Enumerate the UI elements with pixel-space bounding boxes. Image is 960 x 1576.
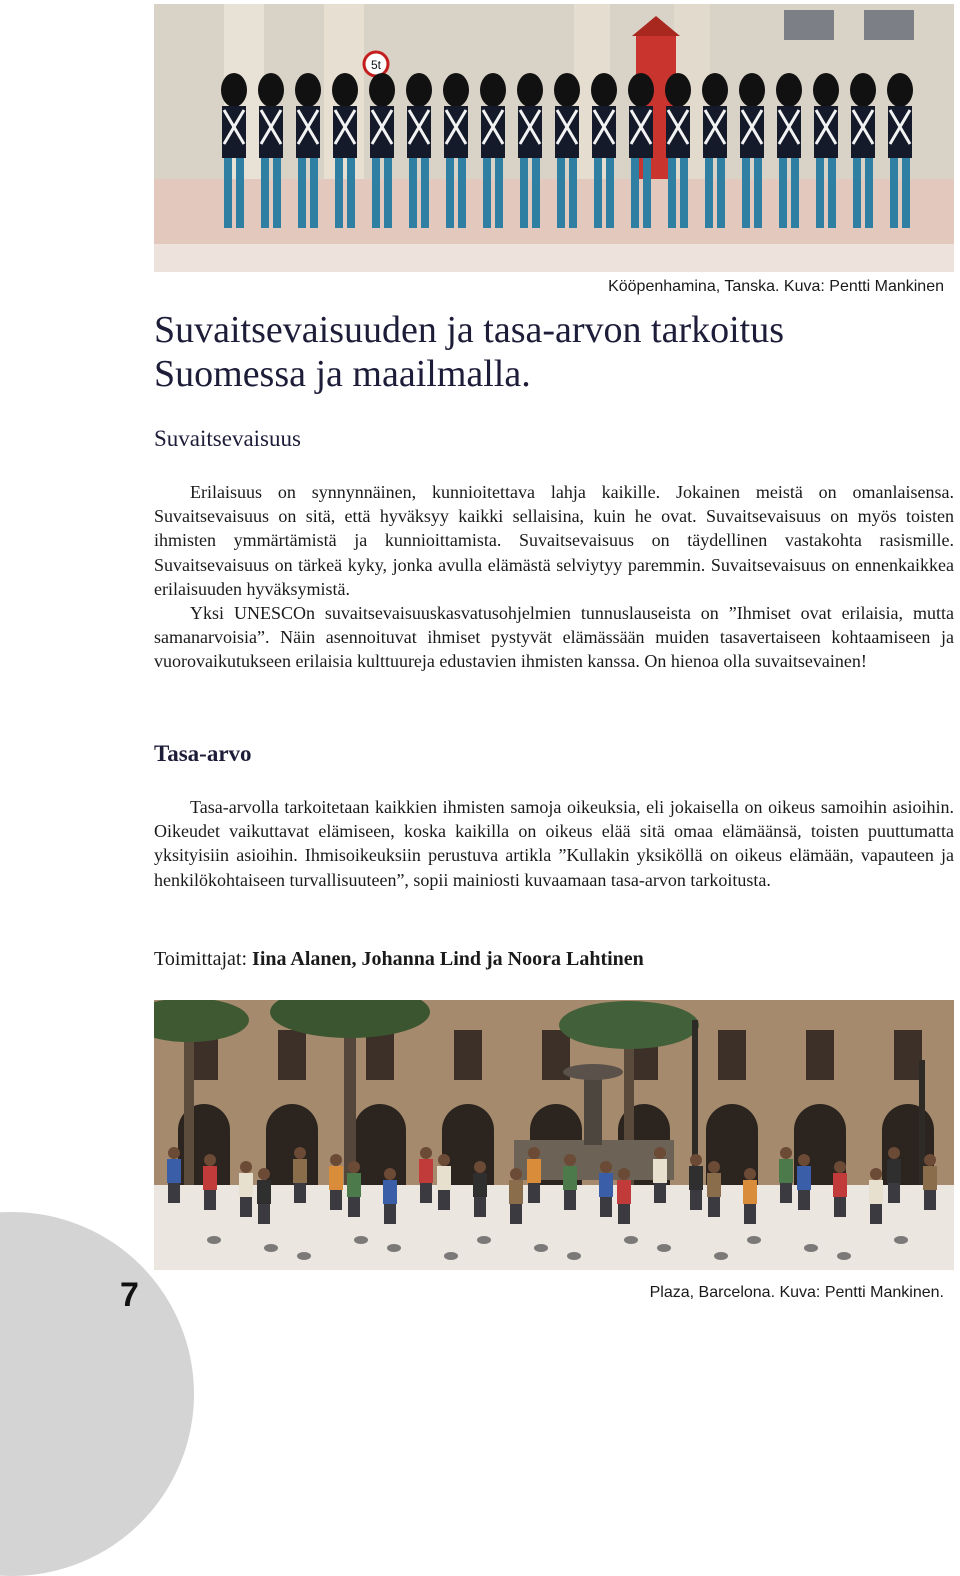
arch — [354, 1104, 406, 1185]
person-figure — [473, 1161, 487, 1217]
person-figure — [617, 1168, 631, 1224]
person-figure — [797, 1154, 811, 1210]
window — [806, 1030, 834, 1080]
paragraph: Tasa-arvolla tarkoitetaan kaikkien ihmisten samoja oikeuksia, eli jokaisella on oikeus samoihin asioihin. Oikeudet vaikuttavat elämiseen, koska kaikilla on oikeus elää sitä omaa elämäänsä, toisten puuttumatta yksityisiin asioihin. Ihmisoikeuksiin perustuva artikla ”Kullakin yksiköllä on oikeus elämään, vapauteen ja henkilökohtaiseen turvallisuuteen”, sopii mainiosti kuvaamaan tasa-arvon tarkoitusta. — [154, 797, 954, 890]
guards-illustration — [154, 4, 954, 272]
heading-suvaitsevaisuus: Suvaitsevaisuus — [154, 426, 301, 451]
plaza-illustration — [154, 1000, 954, 1270]
editors-names: Iina Alanen, Johanna Lind ja Noora Lahtinen — [252, 948, 644, 970]
pigeon — [714, 1252, 728, 1260]
person-figure — [347, 1161, 361, 1217]
person-figure — [203, 1154, 217, 1210]
page-title — [154, 308, 954, 396]
pigeon — [747, 1236, 761, 1244]
person-figure — [779, 1147, 793, 1203]
pigeon — [207, 1236, 221, 1244]
person-figure — [887, 1147, 901, 1203]
person-figure — [167, 1147, 181, 1203]
paragraph: Yksi UNESCOn suvaitsevaisuuskasvatusohjelmien tunnuslauseista on ”Ihmiset ovat erilaisia, mutta samanarvoisia”. Näin asennoituvat ihmiset pystyvät elämässään muiden tasavertaiseen kohtaamiseen ja vuorovaikutukseen erilaisia kulttuureja edustavien ihmisten kanssa. On hienoa olla suvaitsevainen! — [154, 603, 954, 672]
pigeon — [804, 1244, 818, 1252]
person-figure — [599, 1161, 613, 1217]
window — [278, 1030, 306, 1080]
window — [894, 1030, 922, 1080]
person-figure — [743, 1168, 757, 1224]
pigeon — [444, 1252, 458, 1260]
person-figure — [689, 1154, 703, 1210]
pigeon — [657, 1244, 671, 1252]
person-figure — [329, 1154, 343, 1210]
arch — [266, 1104, 318, 1185]
person-figure — [239, 1161, 253, 1217]
window — [718, 1030, 746, 1080]
editors-line — [154, 948, 644, 971]
window — [454, 1030, 482, 1080]
pigeon — [297, 1252, 311, 1260]
window — [366, 1030, 394, 1080]
pigeon — [894, 1236, 908, 1244]
person-figure — [383, 1168, 397, 1224]
pigeon — [354, 1236, 368, 1244]
person-figure — [869, 1168, 883, 1224]
person-figure — [437, 1154, 451, 1210]
pigeon — [567, 1252, 581, 1260]
title-line-1: Suvaitsevaisuuden ja tasa-arvon tarkoitus — [154, 309, 785, 351]
person-figure — [527, 1147, 541, 1203]
pigeon — [264, 1244, 278, 1252]
person-figure — [509, 1168, 523, 1224]
person-figure — [563, 1154, 577, 1210]
person-figure — [257, 1168, 271, 1224]
pigeon — [624, 1236, 638, 1244]
page-number: 7 — [120, 1276, 139, 1314]
pigeon — [477, 1236, 491, 1244]
person-figure — [419, 1147, 433, 1203]
pigeon — [837, 1252, 851, 1260]
pigeon — [387, 1244, 401, 1252]
person-figure — [653, 1147, 667, 1203]
person-figure — [707, 1161, 721, 1217]
paragraph: Erilaisuus on synnynnäinen, kunnioitettava lahja kaikille. Jokainen meistä on omanlaisensa. Suvaitsevaisuus on sitä, että hyväksyy kaikki sellaisina, kuin he ovat. Suvaitsevaisuus on myös toisten ihmisten ymmärtämistä ja kunnioittamista. Suvaitsevaisuus on täydellinen vastakohta rasismille. Suvaitsevaisuus on tärkeä kyky, jonka avulla elämästä selviytyy paremmin. Suvaitsevaisuus on ennenkaikkea erilaisuuden hyväksymistä. — [154, 482, 954, 599]
photo-guards-copenhagen — [154, 4, 954, 272]
person-figure — [833, 1161, 847, 1217]
photo-caption-top: Kööpenhamina, Tanska. Kuva: Pentti Mankinen — [608, 278, 944, 295]
editors-label: Toimittajat: — [154, 948, 248, 970]
heading-tasa-arvo: Tasa-arvo — [154, 741, 252, 766]
person-figure — [293, 1147, 307, 1203]
photo-caption-bottom: Plaza, Barcelona. Kuva: Pentti Mankinen. — [649, 1284, 944, 1301]
person-figure — [923, 1154, 937, 1210]
pigeon — [534, 1244, 548, 1252]
road-sign-text: 5t — [370, 58, 382, 72]
photo-plaza-barcelona — [154, 1000, 954, 1270]
section-suvaitsevaisuus-body — [154, 480, 954, 674]
title-line-2: Suomessa ja maailmalla. — [154, 353, 531, 395]
section-tasa-arvo-body — [154, 795, 954, 892]
